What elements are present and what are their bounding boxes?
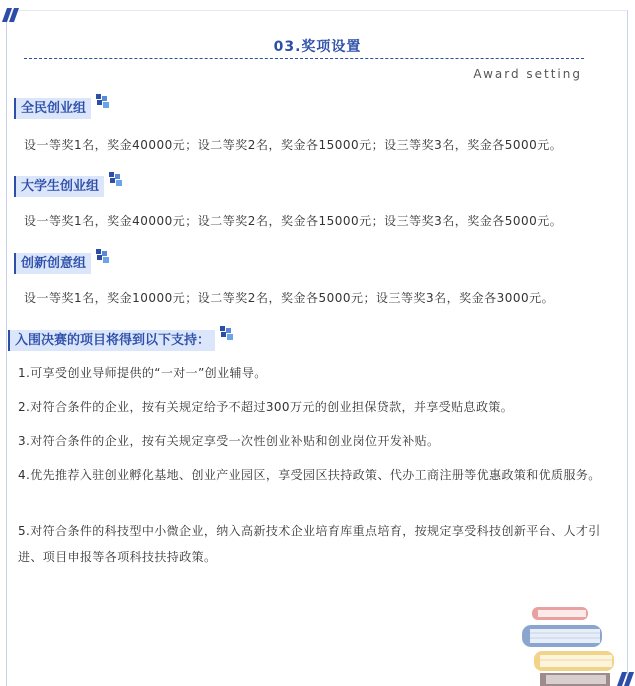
section-title: 03.奖项设置 (273, 39, 362, 55)
group-name: 全民创业组 (14, 98, 91, 119)
squares-icon (96, 94, 110, 108)
group-name: 大学生创业组 (14, 176, 104, 197)
group-award-text: 设一等奖1名，奖金10000元；设二等奖2名，奖金各5000元；设三等奖3名，奖金各3000元。 (24, 291, 555, 305)
support-item: 1.可享受创业导师提供的“一对一”创业辅导。 (18, 366, 267, 380)
support-heading-text: 入围决赛的项目将得到以下支持： (8, 330, 215, 351)
squares-icon (220, 326, 234, 340)
squares-icon (96, 249, 110, 263)
books-icon (520, 605, 615, 686)
award-group-heading (14, 98, 110, 119)
award-group-heading (14, 253, 110, 274)
squares-icon (109, 172, 123, 186)
award-group-heading (14, 176, 123, 197)
title-divider (24, 58, 584, 59)
group-award-text: 设一等奖1名，奖金40000元；设二等奖2名，奖金各15000元；设三等奖3名，奖金各5000元。 (24, 138, 563, 152)
section-subtitle: Award setting (473, 67, 582, 81)
support-item: 2.对符合条件的企业，按有关规定给予不超过300万元的创业担保贷款，并享受贴息政策。 (18, 400, 514, 414)
support-heading (8, 330, 234, 351)
group-award-text: 设一等奖1名，奖金40000元；设二等奖2名，奖金各15000元；设三等奖3名，奖金各5000元。 (24, 214, 563, 228)
support-item: 4.优先推荐入驻创业孵化基地、创业产业园区，享受园区扶持政策、代办工商注册等优惠政策和优质服务。 (18, 468, 601, 482)
group-name: 创新创意组 (14, 253, 91, 274)
support-item: 5.对符合条件的科技型中小微企业，纳入高新技术企业培育库重点培育，按规定享受科技创新平台、人才引进、项目申报等各项科技扶持政策。 (18, 524, 601, 564)
slash-corner-icon (0, 0, 20, 24)
slash-corner-icon (615, 664, 635, 686)
support-item: 3.对符合条件的企业，按有关规定享受一次性创业补贴和创业岗位开发补贴。 (18, 434, 440, 448)
